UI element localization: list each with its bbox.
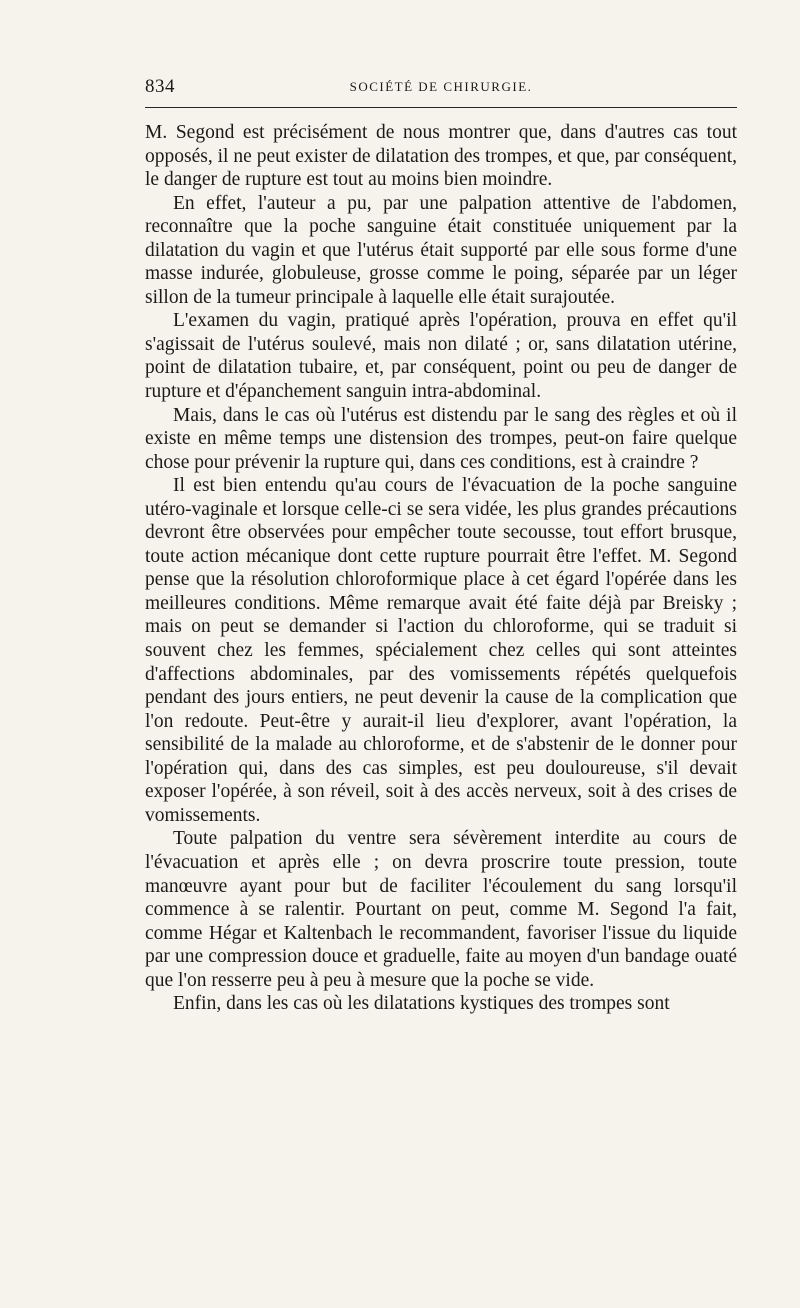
paragraph: Mais, dans le cas où l'utérus est distendu par le sang des règles et où il existe en même temps une distension des trompes, peut-on faire quelque chose pour prévenir la rupture qui, dans ces conditions, est à craindre ? bbox=[145, 404, 737, 473]
paragraph: L'examen du vagin, pratiqué après l'opération, prouva en effet qu'il s'agissait de l'utérus soulevé, mais non dilaté ; or, sans dilatation utérine, point de dilatation tubaire, et, par conséquent, point ou peu de danger de rupture et d'épanchement sanguin intra-abdominal. bbox=[145, 310, 737, 403]
paragraph: En effet, l'auteur a pu, par une palpation attentive de l'abdomen, reconnaître que la poche sanguine était constituée uniquement par la dilatation du vagin et que l'utérus était supporté par elle sous forme d'une masse indurée, globuleuse, grosse comme le poing, séparée par un léger sillon de la tumeur principale à laquelle elle était surajoutée. bbox=[145, 192, 737, 308]
body-text bbox=[145, 121, 737, 1016]
header-rule bbox=[145, 107, 737, 108]
page-header bbox=[145, 76, 737, 100]
running-title: SOCIÉTÉ DE CHIRURGIE. bbox=[349, 79, 533, 94]
page-number: 834 bbox=[145, 76, 175, 97]
paragraph: Il est bien entendu qu'au cours de l'évacuation de la poche sanguine utéro-vaginale et lorsque celle-ci se sera vidée, les plus grandes précautions devront être observées pour empêcher toute secousse, tout effort brusque, toute action mécanique dont cette rupture pourrait être l'effet. M. Segond pense que la résolution chloroformique place à cet égard l'opérée dans les meilleures conditions. Même remarque avait été faite déjà par Breisky ; mais on peut se demander si l'action du chloroforme, qui se traduit si souvent chez les femmes, spécialement chez celles qui sont atteintes d'affections abdominales, par des vomissements répétés quelquefois pendant des jours entiers, ne peut devenir la cause de la complication que l'on redoute. Peut-être y aurait-il lieu d'explorer, avant l'opération, la sensibilité de la malade au chloroforme, et de s'abstenir de le donner pour l'opération qui, dans des cas simples, est peu douloureuse, s'il devait exposer l'opérée, à son réveil, soit à des accès nerveux, soit à des crises de vomissements. bbox=[145, 475, 737, 826]
paragraph: M. Segond est précisément de nous montrer que, dans d'autres cas tout opposés, il ne peut exister de dilatation des trompes, et que, par conséquent, le danger de rupture est tout au moins bien moindre. bbox=[145, 122, 737, 191]
paragraph: Toute palpation du ventre sera sévèrement interdite au cours de l'évacuation et après elle ; on devra proscrire toute pression, toute manœuvre ayant pour but de faciliter l'écoulement du sang lorsqu'il commence à se ralentir. Pourtant on peut, comme M. Segond l'a fait, comme Hégar et Kaltenbach le recommandent, favoriser l'issue du liquide par une compression douce et graduelle, faite au moyen d'un bandage ouaté que l'on resserre peu à peu à mesure que la poche se vide. bbox=[145, 828, 737, 991]
paragraph: Enfin, dans les cas où les dilatations kystiques des trompes sont bbox=[173, 993, 670, 1015]
